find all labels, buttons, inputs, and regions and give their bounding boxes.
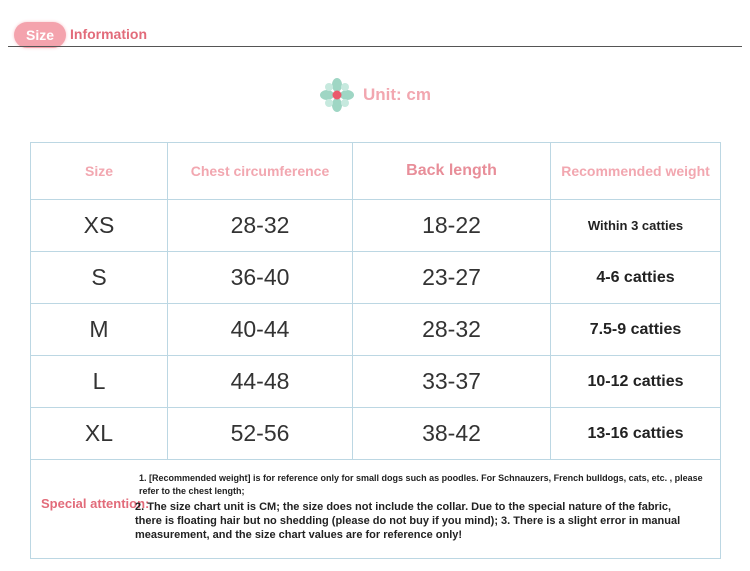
cell-chest: 44-48 (168, 356, 353, 408)
section-header (0, 0, 750, 60)
cell-back: 28-32 (353, 304, 551, 356)
unit-caption (0, 78, 750, 112)
cell-size: XL (31, 408, 168, 460)
cell-size: S (31, 252, 168, 304)
header-chest: Chest circumference (168, 143, 353, 200)
cell-weight: 13-16 catties (551, 408, 721, 460)
special-attention-label: Special attention: (41, 496, 150, 511)
cell-weight: 7.5-9 catties (551, 304, 721, 356)
cell-chest: 52-56 (168, 408, 353, 460)
table-header-row (31, 143, 721, 200)
notes-row (31, 460, 721, 559)
table-row (31, 252, 721, 304)
cell-weight: 10-12 catties (551, 356, 721, 408)
header-back-length: Back length (353, 143, 551, 200)
cell-weight: 4-6 catties (551, 252, 721, 304)
cell-chest: 36-40 (168, 252, 353, 304)
cell-back: 38-42 (353, 408, 551, 460)
header-divider (8, 46, 742, 47)
flower-icon (319, 77, 355, 113)
table-row (31, 304, 721, 356)
cell-size: L (31, 356, 168, 408)
cell-back: 23-27 (353, 252, 551, 304)
information-label: Information (70, 26, 147, 42)
note-2: 2. The size chart unit is CM; the size does not include the collar. Due to the special nature of the fabric, there is floating hair but no shedding (please do not buy if you mind); 3. There is a slight error in manual measurement, and the size chart values are for reference only! (135, 501, 681, 541)
notes-cell (31, 460, 721, 559)
table-row (31, 408, 721, 460)
header-size: Size (31, 143, 168, 200)
unit-label: Unit: cm (363, 85, 431, 104)
size-chart-table (30, 142, 721, 559)
table-row (31, 200, 721, 252)
cell-back: 33-37 (353, 356, 551, 408)
size-pill: Size (14, 22, 66, 48)
cell-chest: 28-32 (168, 200, 353, 252)
table-row (31, 356, 721, 408)
cell-chest: 40-44 (168, 304, 353, 356)
cell-size: XS (31, 200, 168, 252)
header-weight: Recommended weight (551, 143, 721, 200)
note-1: 1. [Recommended weight] is for reference only for small dogs such as poodles. For Schnauzers, French bulldogs, cats, etc. , please refer to the chest length; (139, 473, 703, 496)
cell-back: 18-22 (353, 200, 551, 252)
cell-weight: Within 3 catties (551, 200, 721, 252)
cell-size: M (31, 304, 168, 356)
